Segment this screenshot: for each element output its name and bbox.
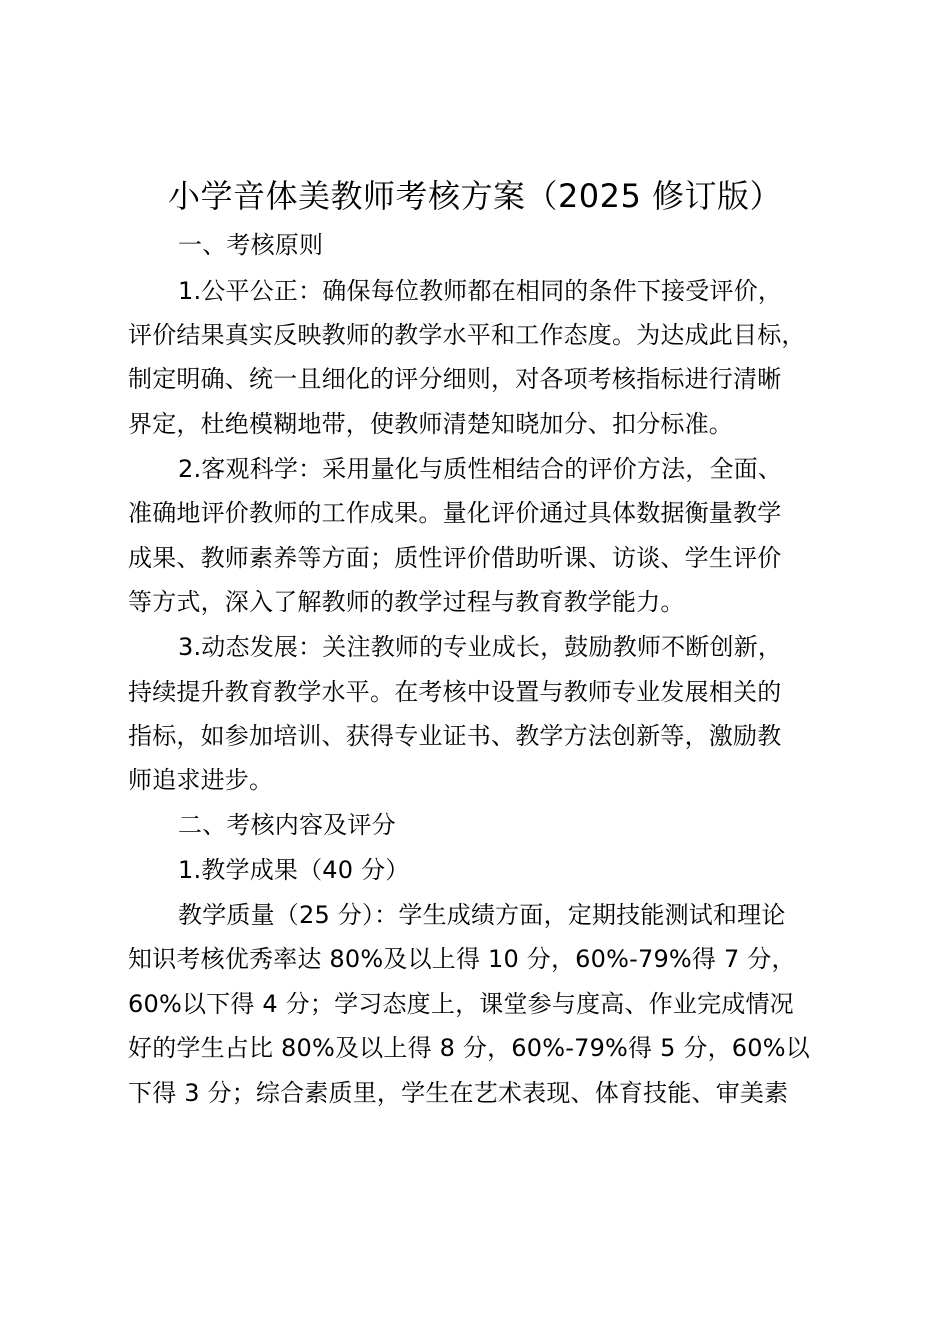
paragraph-line: 知识考核优秀率达 80%及以上得 10 分，60%-79%得 7 分， [128, 945, 796, 973]
paragraph-line: 1.公平公正：确保每位教师都在相同的条件下接受评价， [178, 277, 783, 305]
paragraph-line: 评价结果真实反映教师的教学水平和工作态度。为达成此目标， [128, 321, 806, 349]
section-heading-principles: 一、考核原则 [178, 231, 324, 259]
paragraph-line: 指标，如参加培训、获得专业证书、教学方法创新等，激励教 [128, 722, 782, 750]
paragraph-line: 等方式，深入了解教师的教学过程与教育教学能力。 [128, 588, 685, 616]
paragraph-line: 制定明确、统一且细化的评分细则，对各项考核指标进行清晰 [128, 365, 782, 393]
paragraph-line: 持续提升教育教学水平。在考核中设置与教师专业发展相关的 [128, 678, 782, 706]
paragraph-line: 界定，杜绝模糊地带，使教师清楚知晓加分、扣分标准。 [128, 410, 733, 438]
section-heading-content-scoring: 二、考核内容及评分 [178, 811, 396, 839]
paragraph-line: 师追求进步。 [128, 766, 274, 794]
paragraph-line: 准确地评价教师的工作成果。量化评价通过具体数据衡量教学 [128, 499, 782, 527]
subsection-heading-teaching-results: 1.教学成果（40 分） [178, 856, 410, 884]
paragraph-line: 成果、教师素养等方面；质性评价借助听课、访谈、学生评价 [128, 544, 782, 572]
paragraph-line: 3.动态发展：关注教师的专业成长，鼓励教师不断创新， [178, 633, 783, 661]
paragraph-line: 好的学生占比 80%及以上得 8 分，60%-79%得 5 分，60%以 [128, 1034, 810, 1062]
paragraph-line: 60%以下得 4 分；学习态度上，课堂参与度高、作业完成情况 [128, 990, 794, 1018]
paragraph-line: 教学质量（25 分）：学生成绩方面，定期技能测试和理论 [178, 901, 786, 929]
document-title: 小学音体美教师考核方案（2025 修订版） [167, 177, 783, 215]
paragraph-line: 2.客观科学：采用量化与质性相结合的评价方法，全面、 [178, 455, 783, 483]
paragraph-line: 下得 3 分；综合素质里，学生在艺术表现、体育技能、审美素 [128, 1079, 789, 1107]
